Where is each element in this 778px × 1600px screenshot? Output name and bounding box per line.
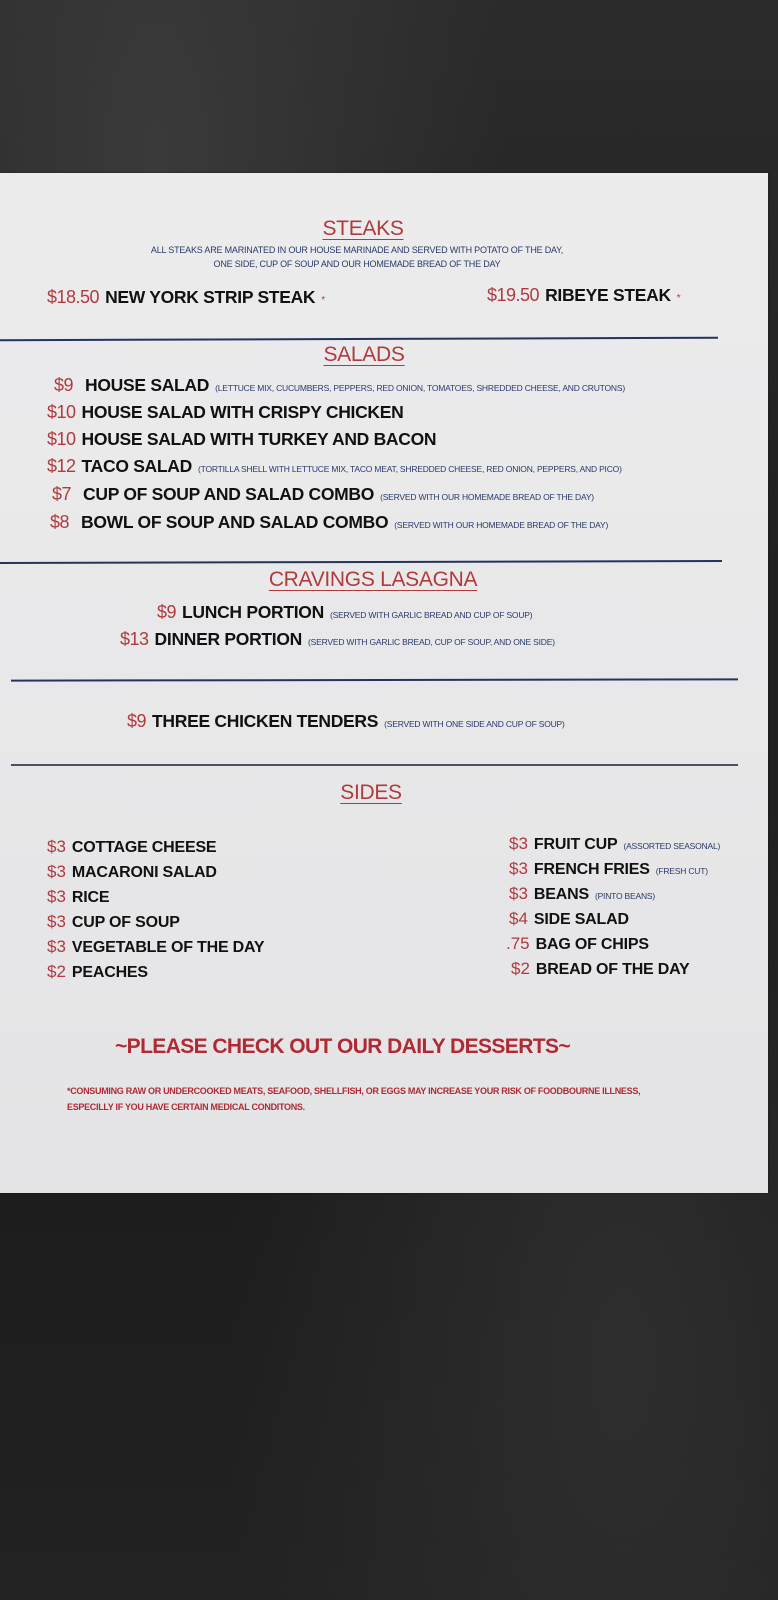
sides-right-column bbox=[506, 834, 721, 984]
item-desc: (SERVED WITH OUR HOMEMADE BREAD OF THE DAY) bbox=[380, 492, 594, 502]
warning-line1: *CONSUMING RAW OR UNDERCOOKED MEATS, SEAFOOD, SHELLFISH, OR EGGS MAY INCREASE YOUR RISK OF FOODBOURNE ILLNESS, bbox=[67, 1086, 641, 1096]
divider bbox=[11, 678, 738, 681]
item-name: SIDE SALAD bbox=[533, 911, 629, 928]
side-item bbox=[47, 937, 264, 962]
menu-item bbox=[47, 456, 622, 477]
item-name: DINNER PORTION bbox=[154, 629, 303, 649]
item-price: $3 bbox=[47, 862, 66, 881]
side-item bbox=[509, 909, 720, 934]
sides-left-column bbox=[47, 837, 264, 987]
item-name: RIBEYE STEAK bbox=[545, 285, 671, 305]
item-price: $3 bbox=[47, 912, 66, 931]
item-name: TACO SALAD bbox=[81, 456, 192, 476]
section-title-sides: SIDES bbox=[340, 781, 402, 804]
item-price: $19.50 bbox=[487, 285, 540, 305]
item-name: CUP OF SOUP AND SALAD COMBO bbox=[83, 484, 375, 504]
menu-item bbox=[120, 629, 555, 650]
item-desc: (SERVED WITH GARLIC BREAD, CUP OF SOUP, AND ONE SIDE) bbox=[308, 637, 555, 647]
item-name: BREAD OF THE DAY bbox=[535, 961, 690, 978]
item-name: RICE bbox=[71, 889, 110, 906]
menu-item bbox=[47, 429, 436, 450]
side-item bbox=[47, 837, 264, 862]
asterisk-icon: * bbox=[676, 293, 681, 304]
menu-item-chicken-tenders bbox=[127, 711, 565, 732]
asterisk-icon: * bbox=[321, 295, 326, 306]
menu-item-ny-strip bbox=[47, 287, 325, 308]
section-title-steaks: STEAKS bbox=[322, 217, 404, 240]
item-desc: (SERVED WITH ONE SIDE AND CUP OF SOUP) bbox=[384, 719, 565, 729]
section-title-lasagna: CRAVINGS LASAGNA bbox=[268, 568, 478, 591]
item-price: $3 bbox=[47, 937, 66, 956]
steaks-note-line2: ONE SIDE, CUP OF SOUP AND OUR HOMEMADE BREAD OF THE DAY bbox=[213, 259, 501, 269]
item-price: $12 bbox=[47, 456, 76, 476]
item-price: $2 bbox=[511, 959, 530, 978]
divider bbox=[0, 560, 722, 563]
item-desc: (TORTILLA SHELL WITH LETTUCE MIX, TACO MEAT, SHREDDED CHEESE, RED ONION, PEPPERS, AND PICO) bbox=[197, 464, 622, 474]
item-desc: (PINTO BEANS) bbox=[594, 891, 655, 901]
item-price: $8 bbox=[50, 512, 70, 532]
menu-item bbox=[52, 484, 594, 505]
item-desc: (FRESH CUT) bbox=[655, 866, 708, 876]
side-item bbox=[509, 859, 720, 884]
side-item bbox=[47, 962, 264, 987]
item-name: BOWL OF SOUP AND SALAD COMBO bbox=[81, 512, 389, 532]
side-item bbox=[47, 862, 264, 887]
menu-paper bbox=[0, 173, 768, 1193]
item-name: HOUSE SALAD WITH CRISPY CHICKEN bbox=[81, 402, 404, 422]
item-name: LUNCH PORTION bbox=[182, 602, 324, 622]
item-name: COTTAGE CHEESE bbox=[71, 839, 217, 856]
menu-item-ribeye bbox=[487, 285, 681, 306]
item-desc: (SERVED WITH GARLIC BREAD AND CUP OF SOUP) bbox=[329, 610, 533, 620]
item-price: $4 bbox=[509, 909, 528, 928]
side-item bbox=[47, 912, 264, 937]
item-price: $3 bbox=[47, 887, 66, 906]
item-price: $3 bbox=[509, 834, 528, 853]
item-desc: (SERVED WITH OUR HOMEMADE BREAD OF THE DAY) bbox=[394, 520, 609, 530]
item-desc: (LETTUCE MIX, CUCUMBERS, PEPPERS, RED ONION, TOMATOES, SHREDDED CHEESE, AND CRUTONS) bbox=[215, 383, 625, 393]
item-name: VEGETABLE OF THE DAY bbox=[71, 939, 265, 956]
item-name: NEW YORK STRIP STEAK bbox=[105, 287, 316, 307]
menu-item bbox=[157, 602, 532, 623]
menu-item bbox=[47, 402, 403, 423]
steaks-note-line1: ALL STEAKS ARE MARINATED IN OUR HOUSE MARINADE AND SERVED WITH POTATO OF THE DAY, bbox=[150, 245, 564, 255]
side-item bbox=[509, 884, 720, 909]
item-name: PEACHES bbox=[71, 964, 148, 981]
section-title-salads: SALADS bbox=[323, 343, 405, 366]
item-name: HOUSE SALAD WITH TURKEY AND BACON bbox=[81, 429, 437, 449]
item-price: $9 bbox=[54, 375, 74, 395]
item-price: $3 bbox=[509, 859, 528, 878]
item-price: $10 bbox=[47, 429, 76, 449]
item-name: BEANS bbox=[533, 886, 589, 903]
item-price: $13 bbox=[120, 629, 149, 649]
item-name: FRENCH FRIES bbox=[533, 861, 650, 878]
item-price: $9 bbox=[157, 602, 177, 622]
item-name: HOUSE SALAD bbox=[85, 375, 210, 395]
side-item bbox=[509, 834, 720, 859]
item-desc: (ASSORTED SEASONAL) bbox=[623, 841, 721, 851]
divider bbox=[0, 337, 718, 341]
item-price: $10 bbox=[47, 402, 76, 422]
item-name: BAG OF CHIPS bbox=[535, 936, 649, 953]
item-price: $3 bbox=[47, 837, 66, 856]
item-price: $18.50 bbox=[47, 287, 100, 307]
item-name: MACARONI SALAD bbox=[71, 864, 217, 881]
menu-item bbox=[50, 512, 608, 533]
item-name: CUP OF SOUP bbox=[71, 914, 180, 931]
warning-line2: ESPECILLY IF YOU HAVE CERTAIN MEDICAL CONDITONS. bbox=[67, 1102, 305, 1112]
side-item bbox=[506, 934, 720, 959]
side-item bbox=[47, 887, 264, 912]
side-item bbox=[511, 959, 720, 984]
item-price: .75 bbox=[506, 934, 530, 953]
item-price: $9 bbox=[127, 711, 147, 731]
menu-item bbox=[54, 375, 625, 396]
item-price: $7 bbox=[52, 484, 72, 504]
item-name: THREE CHICKEN TENDERS bbox=[152, 711, 379, 731]
item-name: FRUIT CUP bbox=[533, 836, 618, 853]
steaks-note bbox=[151, 243, 563, 271]
food-safety-warning bbox=[67, 1083, 640, 1115]
item-price: $2 bbox=[47, 962, 66, 981]
desserts-banner: ~PLEASE CHECK OUT OUR DAILY DESSERTS~ bbox=[115, 1035, 571, 1058]
item-price: $3 bbox=[509, 884, 528, 903]
divider bbox=[11, 764, 738, 766]
